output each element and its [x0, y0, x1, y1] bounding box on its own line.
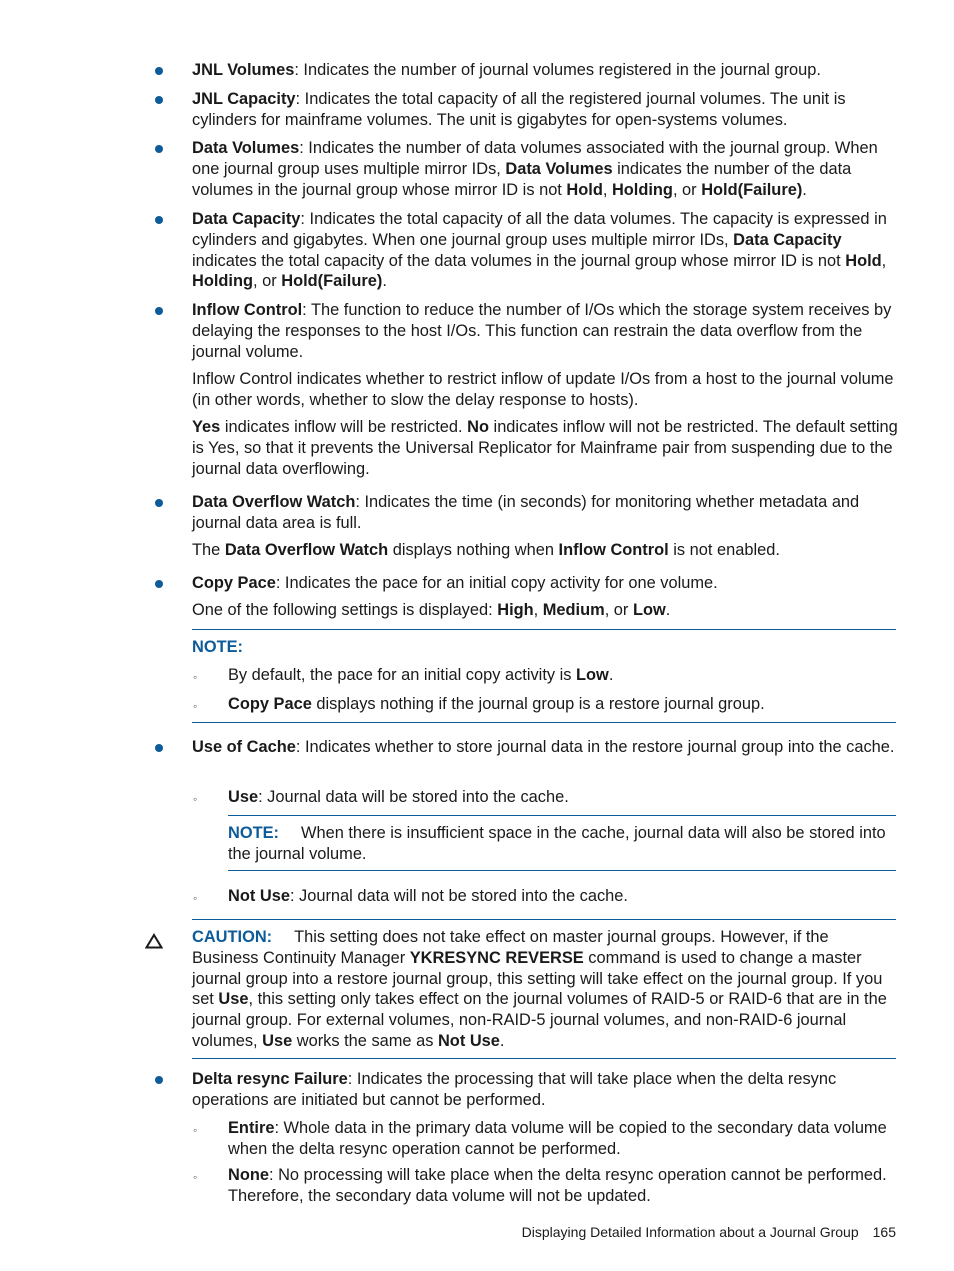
bullet-icon — [155, 580, 163, 588]
text: The — [192, 541, 225, 559]
separator: , — [881, 251, 887, 270]
bullet-icon — [155, 145, 163, 153]
inflow-control-para2: Inflow Control indicates whether to restrict inflow of update I/Os from a host to the journal volume (in other words, whether to slow the delay response to hosts). — [192, 370, 894, 409]
note-bottom-rule — [192, 722, 896, 723]
page-footer — [522, 1223, 896, 1241]
text: displays nothing when — [388, 541, 559, 559]
term-ref: Data Overflow Watch — [224, 541, 389, 559]
separator: , or — [672, 180, 702, 199]
value-low: Low — [632, 601, 666, 619]
data-volumes-item — [192, 138, 898, 200]
bullet-icon — [155, 744, 163, 752]
period: . — [665, 601, 671, 619]
separator: , or — [253, 272, 282, 291]
note-label: NOTE: — [228, 824, 279, 842]
term-ref: Data Capacity — [733, 230, 842, 249]
text: : Journal data will be stored into the cache. — [258, 788, 569, 806]
term: Data Volumes — [192, 139, 300, 157]
text: is not enabled. — [668, 541, 780, 559]
sub-bullet-icon: ◦ — [193, 699, 198, 713]
sub-bullet-icon: ◦ — [193, 891, 198, 905]
description: : Indicates the number of journal volumes registered in the journal group. — [294, 61, 821, 79]
description: : The function to reduce the number of I/Os which the storage system receives by delaying the responses to the host I/Os. This function can restrain the data overflow from the journal volume. — [192, 301, 892, 361]
status-hold-failure: Hold(Failure) — [281, 272, 383, 291]
status-hold: Hold — [845, 251, 882, 270]
value-no: No — [467, 418, 489, 436]
description: indicates inflow will be restricted. — [220, 418, 468, 436]
text: : No processing will take place when the delta resync operation cannot be performed. Therefore, the secondary data volume will not be updated. — [228, 1166, 887, 1205]
term-ref: Data Volumes — [505, 159, 613, 178]
text: : Whole data in the primary data volume will be copied to the secondary data volume when the delta resync operation cannot be performed. — [228, 1119, 887, 1158]
warning-triangle-icon — [145, 933, 163, 949]
none-item — [228, 1165, 898, 1207]
data-overflow-watch-para2 — [192, 540, 898, 561]
caution-bottom-rule — [192, 1058, 896, 1059]
term: JNL Capacity — [192, 90, 296, 108]
period: . — [802, 180, 807, 199]
bullet-icon — [155, 96, 163, 104]
description: indicates the total capacity of the data volumes in the journal group whose mirror ID is not — [192, 251, 846, 270]
text: , this setting only takes effect on the journal volumes of RAID-5 or RAID-6 that are in the journal group. For external volumes, non-RAID-5 journal volumes, and non-RAID-6 journal volumes, — [192, 990, 887, 1050]
text: One of the following settings is displayed: — [192, 601, 498, 619]
separator: , or — [604, 601, 633, 619]
value-use: Use — [262, 1031, 293, 1050]
note-label: NOTE: — [192, 638, 243, 656]
period: . — [382, 272, 387, 291]
description: : Indicates the processing that will take place when the delta resync operations are initiated but cannot be performed. — [192, 1070, 837, 1109]
status-hold-failure: Hold(Failure) — [701, 180, 803, 199]
delta-resync-item — [192, 1069, 898, 1111]
value-none: None — [228, 1166, 269, 1184]
caution-block — [192, 927, 898, 1052]
jnl-capacity-item — [192, 89, 898, 131]
term: JNL Volumes — [192, 61, 295, 79]
data-capacity-item — [192, 209, 898, 292]
use-of-cache-item — [192, 737, 898, 758]
status-holding: Holding — [192, 272, 253, 291]
description: : Indicates the pace for an initial copy activity for one volume. — [275, 574, 718, 592]
value-yes: Yes — [192, 418, 221, 436]
term: Data Overflow Watch — [192, 493, 356, 511]
value-use: Use — [228, 788, 259, 806]
jnl-volumes-item — [192, 60, 898, 81]
copy-pace-item — [192, 573, 898, 594]
status-hold: Hold — [566, 180, 603, 199]
separator: , — [602, 180, 612, 199]
description: indicates the number of the data volumes in the journal group whose mirror ID is not — [192, 159, 852, 199]
not-use-item — [228, 886, 898, 907]
note-top-rule — [228, 815, 896, 816]
text: By default, the pace for an initial copy activity is — [228, 666, 577, 684]
separator: , — [533, 601, 543, 619]
use-item — [228, 787, 898, 808]
value-not-use: Not Use — [228, 887, 290, 905]
period: . — [499, 1031, 505, 1050]
period: . — [608, 666, 614, 684]
inflow-control-para3 — [192, 417, 898, 479]
term-ref: Inflow Control — [558, 541, 669, 559]
term: Delta resync Failure — [192, 1070, 348, 1088]
description: : Indicates whether to store journal data in the restore journal group into the cache. — [295, 738, 895, 756]
value-use: Use — [218, 990, 249, 1009]
inflow-control-item — [192, 300, 898, 362]
status-holding: Holding — [611, 180, 673, 199]
command-name: YKRESYNC REVERSE — [409, 948, 584, 967]
entire-item — [228, 1118, 898, 1160]
term: Data Capacity — [192, 210, 301, 228]
note-text: When there is insufficient space in the cache, journal data will also be stored into the journal volume. — [228, 824, 886, 863]
description: : Indicates the total capacity of all the registered journal volumes. The unit is cylinders for mainframe volumes. The unit is gigabytes for open-systems volumes. — [192, 90, 846, 129]
value-high: High — [497, 601, 534, 619]
copy-pace-para2 — [192, 600, 898, 621]
sub-bullet-icon: ◦ — [193, 792, 198, 806]
bullet-icon — [155, 499, 163, 507]
bullet-icon — [155, 1076, 163, 1084]
note-top-rule — [192, 629, 896, 630]
bullet-icon — [155, 216, 163, 224]
caution-label: CAUTION: — [192, 928, 273, 946]
note-item — [228, 665, 898, 686]
term: Use of Cache — [192, 738, 296, 756]
description: : Indicates the total capacity of all the data volumes. The capacity is expressed in cylinders and gigabytes. When one journal group uses multiple mirror IDs, — [192, 210, 887, 249]
value-low: Low — [576, 666, 609, 684]
sub-bullet-icon: ◦ — [193, 1170, 198, 1184]
sub-bullet-icon: ◦ — [193, 670, 198, 684]
description: indicates inflow will not be restricted. The default setting is Yes, so that it prevents the Universal Replicator for Mainframe pair from suspending due to the journal data overflowing. — [192, 418, 898, 478]
data-overflow-watch-item — [192, 492, 898, 534]
text: displays nothing if the journal group is a restore journal group. — [311, 695, 765, 713]
bullet-icon — [155, 67, 163, 75]
term-ref: Copy Pace — [228, 695, 312, 713]
value-medium: Medium — [542, 601, 605, 619]
sub-bullet-icon: ◦ — [193, 1123, 198, 1137]
text: This setting does not take effect on master journal groups. However, if the Business Continuity Manager — [192, 928, 829, 967]
description: : Indicates the time (in seconds) for monitoring whether metadata and journal data area is full. — [192, 493, 860, 532]
value-entire: Entire — [228, 1119, 275, 1137]
value-not-use: Not Use — [437, 1031, 500, 1050]
term: Copy Pace — [192, 574, 276, 592]
term: Inflow Control — [192, 301, 303, 319]
bullet-icon — [155, 307, 163, 315]
caution-top-rule — [192, 919, 896, 920]
page-number: 165 — [872, 1224, 896, 1240]
note-bottom-rule — [228, 870, 896, 871]
footer-title: Displaying Detailed Information about a Journal Group — [521, 1224, 859, 1240]
text: works the same as — [292, 1031, 438, 1050]
text: command is used to change a master journal group into a restore journal group, this setting will take effect on the journal group. If you set — [192, 948, 883, 1009]
description: : Indicates the number of data volumes associated with the journal group. When one journal group uses multiple mirror IDs, — [192, 139, 878, 178]
cache-note — [228, 823, 898, 865]
text: : Journal data will not be stored into the cache. — [289, 887, 628, 905]
note-item — [228, 694, 898, 715]
